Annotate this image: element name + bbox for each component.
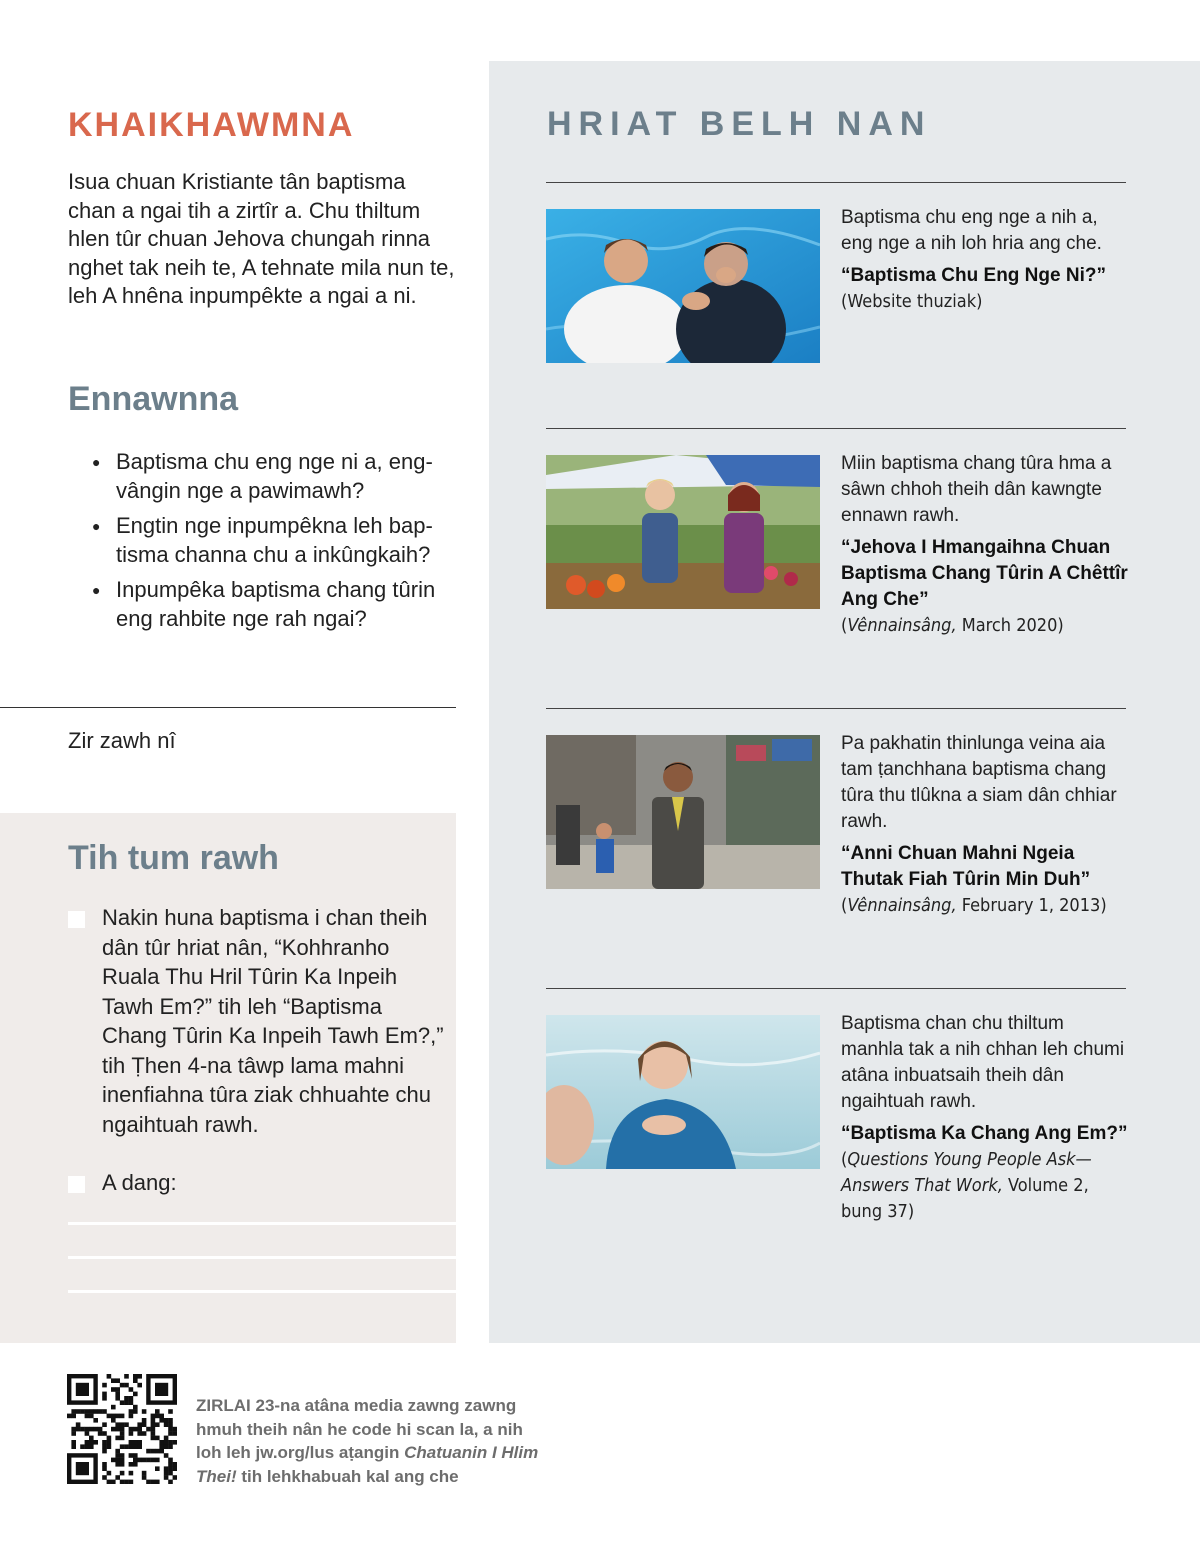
research-divider (546, 428, 1126, 429)
write-line[interactable] (68, 1290, 456, 1293)
checkbox[interactable] (68, 911, 85, 928)
write-line[interactable] (68, 1222, 456, 1225)
try-this-panel (0, 813, 456, 1343)
summary-text: Isua chuan Kristiante tân baptisma chan a ngai tih a zirtîr a. Chu thiltum hlen tûr chuan Jehova chungah rinna nghet tak neih te, A tehnate mila nun te, leh A hnêna inpumpêkte a ngai a ni. (68, 169, 455, 308)
research-panel (489, 61, 1200, 1343)
research-divider (546, 708, 1126, 709)
research-description: Baptisma chan chu thiltum manhla tak a nih chhan leh chumi atâna inbuatsaih theih dân ngaihtuah rawh. (841, 1013, 1125, 1112)
research-description: Pa pakhatin thinlunga veina aia tam ṭanchhana baptisma chang tûra thu tlûkna a siam dân chhiar rawh. (841, 733, 1117, 832)
summary-heading: KHAIKHAWMNA (68, 106, 355, 144)
qr-code-icon[interactable] (67, 1374, 177, 1484)
research-source: (Vênnainsâng, March 2020) (841, 615, 1064, 636)
research-description: Miin baptisma chang tûra hma a sâwn chhoh theih dân kawngte ennawn rawh. (841, 453, 1112, 526)
research-item-text (841, 205, 1131, 315)
research-source: (Website thuziak) (841, 291, 983, 312)
research-title-link[interactable]: “Jehova I Hmangaihna Chuan Baptisma Chang Tûrin A Chêttîr Ang Che” (841, 537, 1128, 610)
baptism-in-pool-photo (546, 209, 820, 363)
research-item-text (841, 731, 1131, 919)
research-heading: HRIAT BELH NAN (547, 105, 932, 143)
checklist-item-text: A dang: (102, 1170, 177, 1195)
review-item: ● Inpumpêka baptisma chang tûrin eng rahbite nge rah ngai? (92, 576, 462, 633)
footer-text: ZIRLAI 23-na atâna media zawng zawng hmuh theih nân he code hi scan la, a nih loh leh jw.org/lus aṭangin Chatuanin I Hlim Thei! tih lehkhabuah kal ang che (196, 1396, 539, 1486)
review-item: ● Baptisma chu eng nge ni a, eng-vângin nge a pawimawh? (92, 448, 462, 505)
young-woman-baptism-photo (546, 1015, 820, 1169)
section-divider (0, 707, 456, 708)
review-item: ● Engtin nge inpumpêkna leh bap-tisma channa chu a inkûngkaih? (92, 512, 462, 569)
research-title-link[interactable]: “Baptisma Chu Eng Nge Ni?” (841, 265, 1106, 286)
research-item-text (841, 1011, 1131, 1225)
try-heading: Tih tum rawh (68, 839, 279, 877)
research-description: Baptisma chu eng nge a nih a, eng nge a nih loh hria ang che. (841, 207, 1102, 254)
research-title-link[interactable]: “Baptisma Ka Chang Ang Em?” (Questions Young People Ask—Answers That Work, Volume 2, bung 37) (841, 1123, 1128, 1222)
research-title-link[interactable]: “Anni Chuan Mahni Ngeia Thutak Fiah Tûrin Min Duh” (841, 843, 1091, 890)
write-line[interactable] (68, 1256, 456, 1259)
market-witnessing-photo (546, 455, 820, 609)
research-item-text (841, 451, 1131, 639)
research-divider (546, 988, 1126, 989)
checkbox[interactable] (68, 1176, 85, 1193)
date-completed-label: Zir zawh nî (68, 728, 176, 753)
review-list (92, 448, 462, 640)
research-source: (Vênnainsâng, February 1, 2013) (841, 895, 1107, 916)
review-heading: Ennawnna (68, 380, 239, 418)
checklist-item-text: Nakin huna baptisma i chan theih dân tûr hriat nân, “Kohhranho Ruala Thu Hril Tûrin Ka Inpeih Tawh Em?” tih leh “Baptisma Chang Tûrin Ka Inpeih Tawh Em?,” tih Ṭhen 4-na tâwp lama mahni inenfiahna tûra ziak chhuahte chu ngaihtuah rawh. (102, 905, 444, 1137)
research-divider (546, 182, 1126, 183)
businessman-street-photo (546, 735, 820, 889)
